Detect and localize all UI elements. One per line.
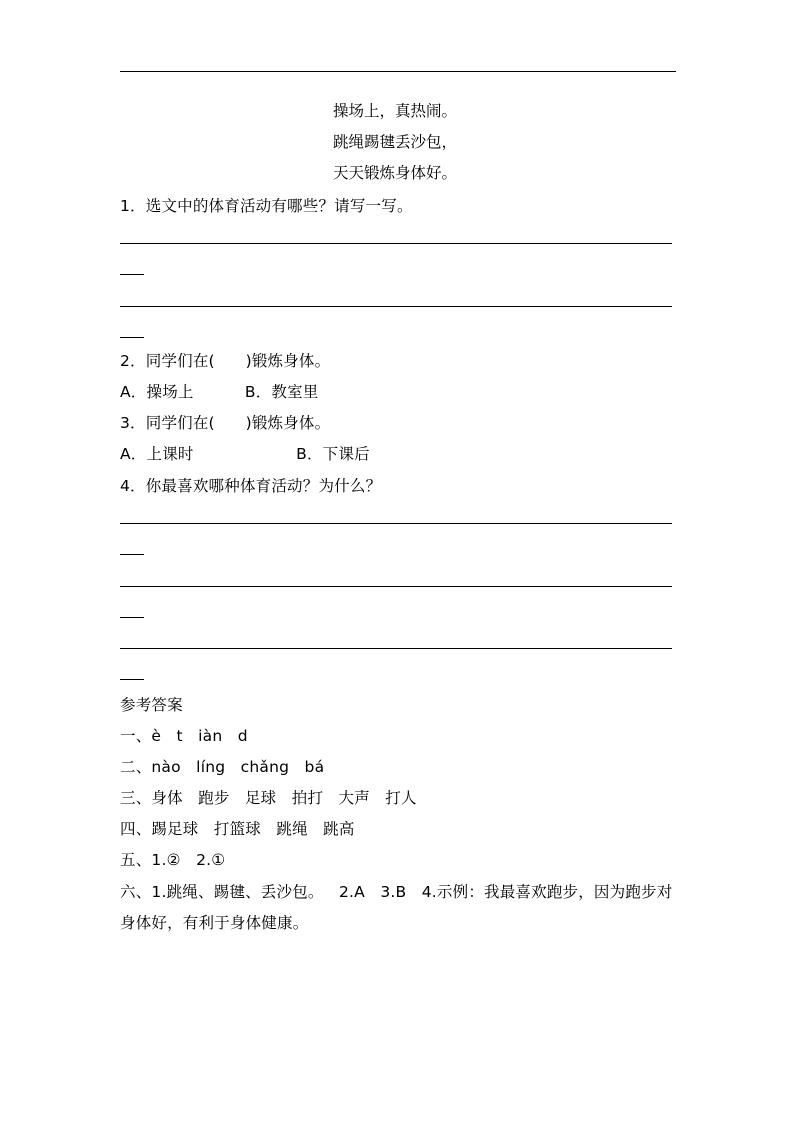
- answer-section-3: 三、身体 跑步 足球 拍打 大声 打人: [120, 789, 417, 807]
- answer-line[interactable]: [120, 586, 672, 587]
- question-3: 3．同学们在( )锻炼身体。: [120, 414, 331, 432]
- answer-line-end: [120, 274, 144, 275]
- answer-section-6: 六、1.跳绳、踢毽、丢沙包。 2.A 3.B 4.示例：我最喜欢跑步，因为跑步对: [120, 883, 673, 901]
- answer-line[interactable]: [120, 243, 672, 244]
- answer-section-2: 二、nào líng chǎng bá: [120, 758, 325, 776]
- answer-line[interactable]: [120, 306, 672, 307]
- header-rule: [120, 71, 676, 72]
- answer-line[interactable]: [120, 523, 672, 524]
- poem-line-1: 操场上，真热闹。: [333, 102, 458, 120]
- answer-line-end: [120, 679, 144, 680]
- answer-section-6-continued: 身体好，有利于身体健康。: [120, 914, 309, 932]
- poem-line-3: 天天锻炼身体好。: [333, 164, 458, 182]
- answer-line-end: [120, 617, 144, 618]
- answer-section-4: 四、踢足球 打篮球 跳绳 跳高: [120, 820, 355, 838]
- question-4: 4．你最喜欢哪种体育活动？为什么？: [120, 477, 382, 495]
- question-2-options: A．操场上 B．教室里: [120, 383, 319, 401]
- answer-line[interactable]: [120, 648, 672, 649]
- answer-line-end: [120, 337, 144, 338]
- answer-section-1: 一、è t iàn d: [120, 727, 248, 745]
- question-3-options: A．上课时 B．下课后: [120, 445, 370, 463]
- question-2: 2．同学们在( )锻炼身体。: [120, 352, 331, 370]
- answer-section-5: 五、1.② 2.①: [120, 851, 226, 869]
- question-1: 1．选文中的体育活动有哪些？请写一写。: [120, 197, 413, 215]
- answers-heading: 参考答案: [120, 696, 183, 714]
- poem-line-2: 跳绳踢毽丢沙包，: [333, 133, 458, 151]
- answer-line-end: [120, 554, 144, 555]
